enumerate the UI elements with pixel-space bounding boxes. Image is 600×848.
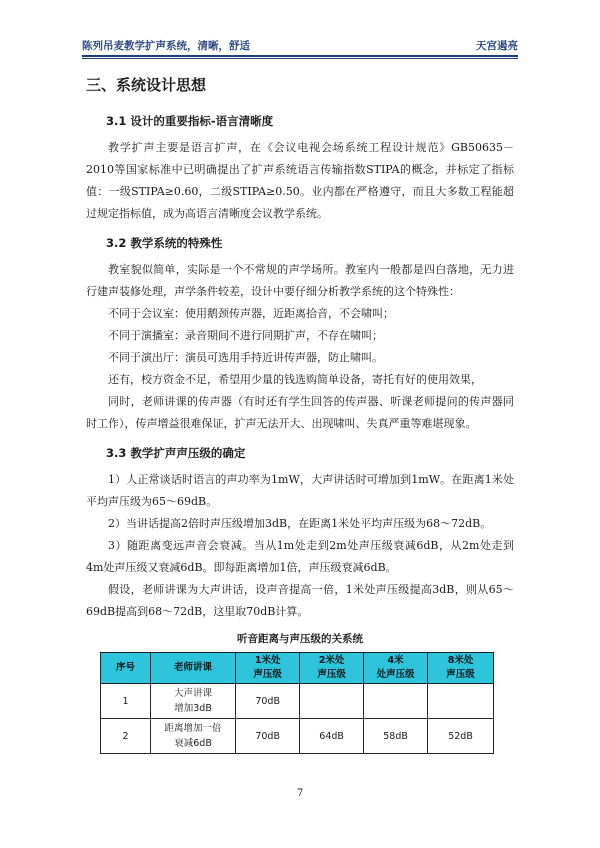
table-header-cell: 序号 [101,653,151,684]
table-cell: 64dB [300,719,364,754]
table-cell [364,684,428,719]
table-header-cell: 1米处 声压级 [236,653,300,684]
paragraph: 还有，校方资金不足，希望用少量的钱选购简单设备，寄托有好的使用效果， [108,373,482,386]
subsection-title-3-1: 3.1 设计的重要指标-语言清晰度 [106,114,274,128]
paragraph: 教学扩声主要是语言扩声，在《会议电视会场系统工程设计规范》GB50635－2010等国家标准中已明确提出了扩声系统语言传输指数STIPA的概念，并标定了指标值：一级STIPA≥0.60，二级STIPA≥0.50。业内都在严格遵守，而且大多数工程能超过规定指标值，成为高语言清晰度会议教学系统。 [86,141,514,220]
list-line: 不同于演播室：录音期间不进行同期扩声，不存在啸叫； [108,329,383,342]
table-cell: 70dB [236,684,300,719]
header-rule-thin [82,58,518,59]
paragraph: 假设，老师讲课为大声讲话，设声音提高一倍，1米处声压级提高3dB，则从65～69dB提高到68～72dB，这里取70dB计算。 [86,583,514,618]
table-cell: 52dB [428,719,494,754]
table-cell: 70dB [236,719,300,754]
spl-distance-table [100,652,494,754]
header-left-text: 陈列吊麦教学扩声系统，清晰，舒适 [82,40,250,52]
table-header-cell: 4米 处声压级 [364,653,428,684]
header-rule [82,55,518,57]
page-number: 7 [296,788,304,799]
paragraph: 3）随距离变远声音会衰减。当从1m处走到2m处声压级衰减6dB，从2m处走到4m处声压级又衰减6dB。即每距离增加1倍，声压级衰减6dB。 [86,539,514,574]
table-header-cell: 8米处 声压级 [428,653,494,684]
table-cell: 大声讲课 增加3dB [150,684,235,719]
paragraph: 2）当讲话提高2倍时声压级增加3dB，在距离1米处平均声压级为68～72dB。 [108,517,492,530]
page-header [82,34,518,52]
header-right-text: 天宫遏亮 [476,40,518,52]
section-title: 三、系统设计思想 [86,76,207,94]
table-cell: 1 [101,684,151,719]
table-cell: 2 [101,719,151,754]
table-row [101,684,494,719]
paragraph: 同时，老师讲课的传声器（有时还有学生回答的传声器、听课老师提问的传声器同时工作），传声增益很难保证，扩声无法开大、出现啸叫、失真严重等难堪现象。 [86,395,514,430]
table-header-row [101,653,494,684]
table-row [101,719,494,754]
subsection-title-3-2: 3.2 教学系统的特殊性 [106,236,223,250]
list-line: 不同于演出厅：演员可选用手持近讲传声器，防止啸叫。 [108,351,383,364]
paragraph: 教室貌似简单，实际是一个不常规的声学场所。教室内一般都是四白落地，无力进行建声装修处理，声学条件较差，设计中要仔细分析教学系统的这个特殊性： [86,263,514,298]
table-cell [428,684,494,719]
page-content [86,74,514,754]
subsection-title-3-3: 3.3 教学扩声声压级的确定 [106,446,246,460]
table-cell: 58dB [364,719,428,754]
list-line: 不同于会议室：使用鹅颈传声器，近距离拾音，不会啸叫； [108,307,394,320]
paragraph: 1）人正常谈话时语言的声功率为1mW，大声讲话时可增加到1mW。在距离1米处平均声压级为65～69dB。 [86,473,514,508]
table-header-cell: 老师讲课 [150,653,235,684]
table-cell [300,684,364,719]
table-title: 听音距离与声压级的关系统 [237,633,363,645]
table-header-cell: 2米处 声压级 [300,653,364,684]
table-cell: 距离增加一倍 衰减6dB [150,719,235,754]
